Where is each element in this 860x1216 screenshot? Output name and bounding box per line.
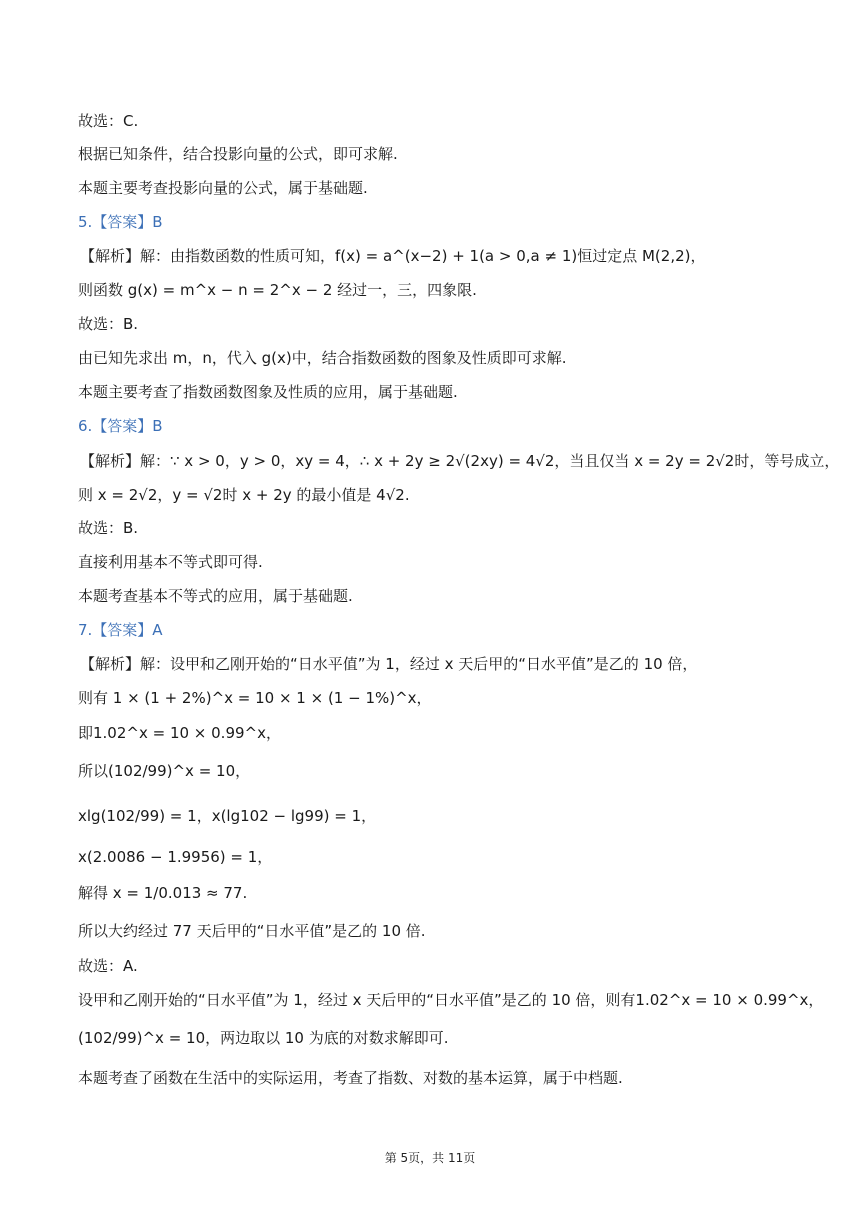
text-line: 则 x = 2√2，y = √2时 x + 2y 的最小值是 4√2.	[78, 486, 410, 504]
text-line: 设甲和乙刚开始的“日水平值”为 1，经过 x 天后甲的“日水平值”是乙的 10 倍，则有1.02^x = 10 × 0.99^x，	[78, 991, 824, 1009]
text-line: 本题考查了函数在生活中的实际运用，考查了指数、对数的基本运算，属于中档题.	[78, 1069, 623, 1087]
text-line: 即1.02^x = 10 × 0.99^x，	[78, 724, 281, 742]
answer-heading-7: 7.【答案】A	[78, 621, 163, 639]
text-line: 故选：A.	[78, 957, 138, 975]
text-line: 故选：C.	[78, 112, 139, 130]
text-line: 则有 1 × (1 + 2%)^x = 10 × 1 × (1 − 1%)^x，	[78, 689, 432, 707]
analysis-line-5: 【解析】解：由指数函数的性质可知，f(x) = a^(x−2) + 1(a > 0,a ≠ 1)恒过定点 M(2,2)，	[80, 247, 706, 265]
page-footer: 第 5页，共 11页	[384, 1151, 476, 1165]
text-line: x(2.0086 − 1.9956) = 1，	[78, 848, 273, 866]
analysis-line-6: 【解析】解：∵ x > 0，y > 0，xy = 4，∴ x + 2y ≥ 2√(2xy) = 4√2，当且仅当 x = 2y = 2√2时，等号成立，	[80, 452, 840, 470]
answer-heading-6: 6.【答案】B	[78, 417, 163, 435]
text-line: 本题考查基本不等式的应用，属于基础题.	[78, 587, 353, 605]
text-line: 故选：B.	[78, 519, 139, 537]
text-line: 则函数 g(x) = m^x − n = 2^x − 2 经过一，三，四象限.	[78, 281, 477, 299]
text-line: 本题主要考查了指数函数图象及性质的应用，属于基础题.	[78, 383, 458, 401]
text-line: 根据已知条件，结合投影向量的公式，即可求解.	[78, 145, 398, 163]
text-line: 由已知先求出 m，n，代入 g(x)中，结合指数函数的图象及性质即可求解.	[78, 349, 567, 367]
text-line: (102/99)^x = 10，两边取以 10 为底的对数求解即可.	[78, 1029, 449, 1047]
text-line: 直接利用基本不等式即可得.	[78, 553, 263, 571]
text-line: xlg(102/99) = 1，x(lg102 − lg99) = 1，	[78, 807, 377, 825]
answer-heading-5: 5.【答案】B	[78, 213, 163, 231]
analysis-line-7: 【解析】解：设甲和乙刚开始的“日水平值”为 1，经过 x 天后甲的“日水平值”是乙的 10 倍，	[80, 655, 698, 673]
text-line: 故选：B.	[78, 315, 139, 333]
text-line: 所以(102/99)^x = 10，	[78, 762, 251, 780]
text-line: 所以大约经过 77 天后甲的“日水平值”是乙的 10 倍.	[78, 922, 426, 940]
text-line: 本题主要考查投影向量的公式，属于基础题.	[78, 179, 368, 197]
text-line: 解得 x = 1/0.013 ≈ 77.	[78, 884, 248, 902]
